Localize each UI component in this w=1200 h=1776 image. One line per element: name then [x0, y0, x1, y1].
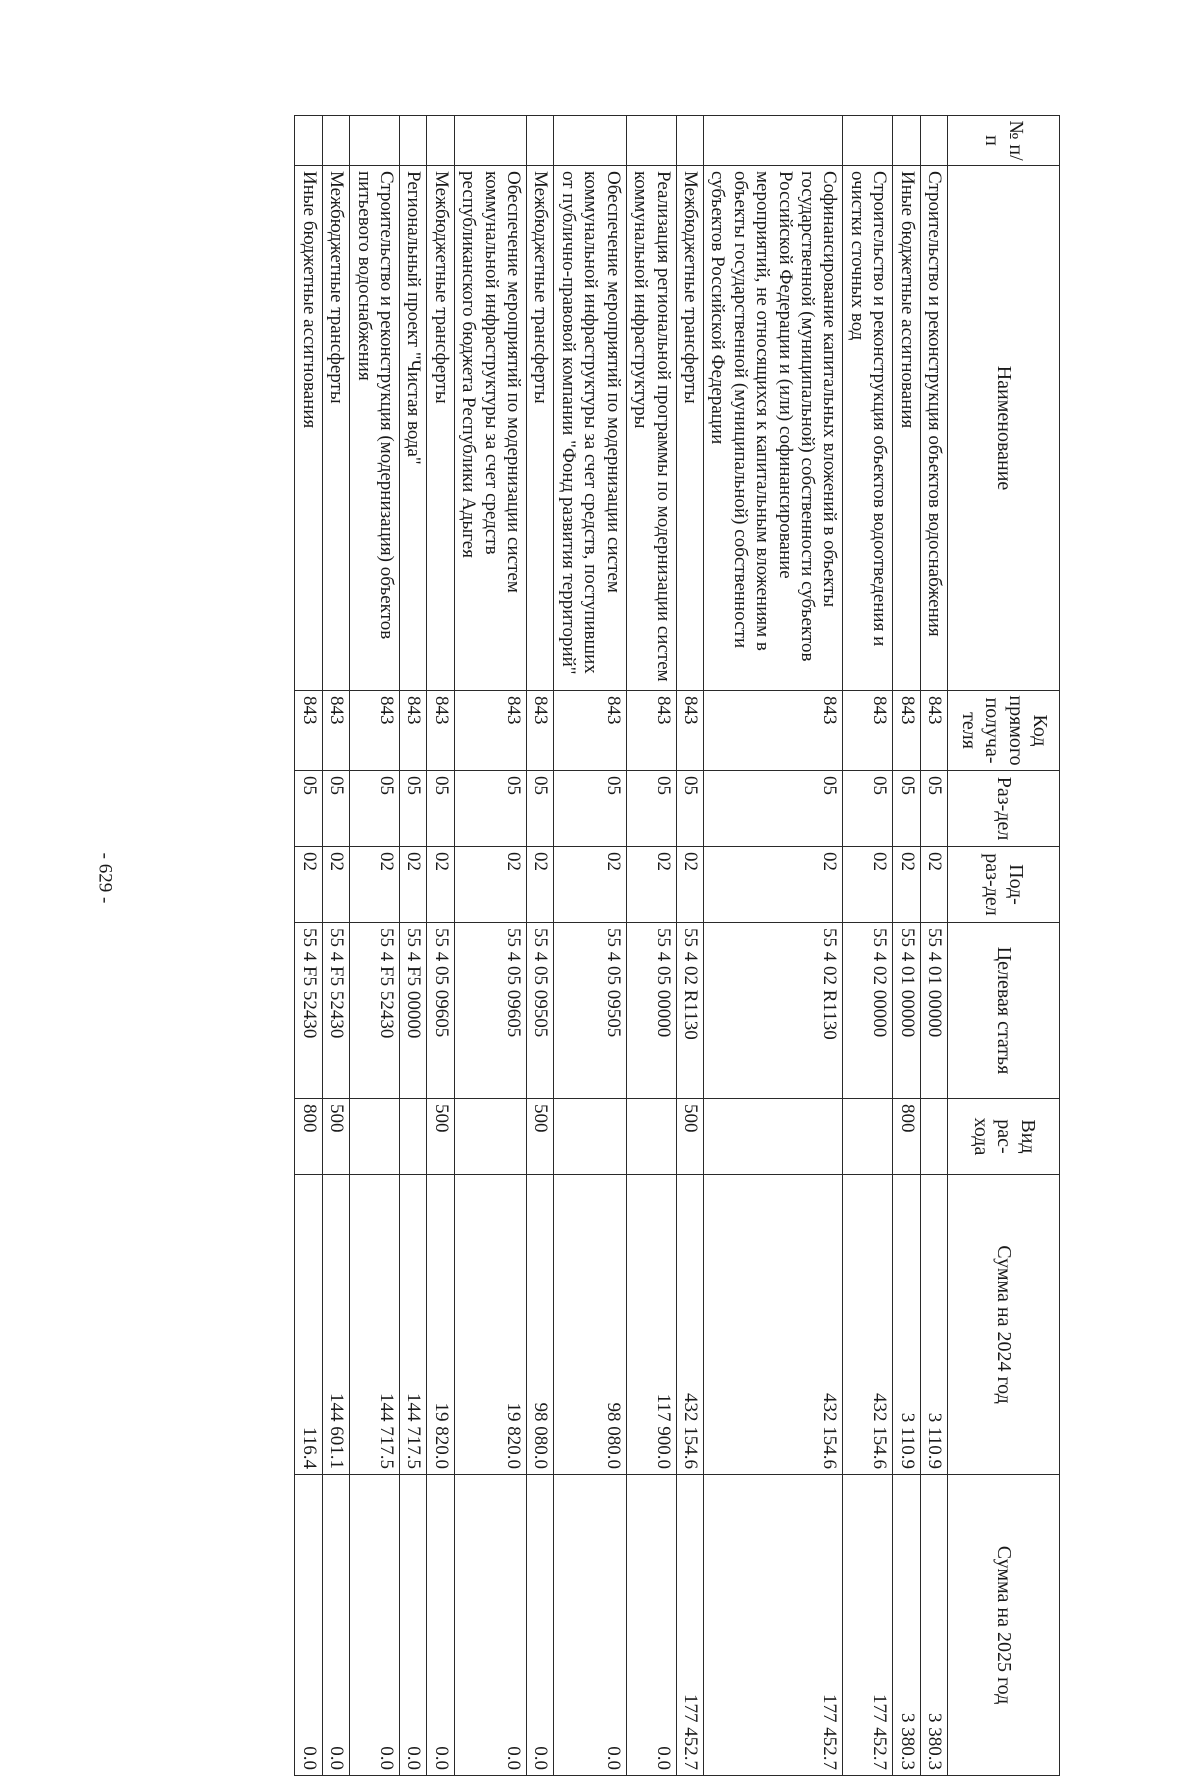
cell-code: 843 [554, 691, 626, 771]
col-header-sum-2025: Сумма на 2025 год [948, 1475, 1060, 1776]
cell-sum-2024: 144 717.5 [400, 1175, 427, 1475]
table-row [322, 116, 349, 1776]
cell-sum-2025: 177 452.7 [676, 1475, 703, 1776]
cell-no [626, 116, 676, 166]
table-row [400, 116, 427, 1776]
cell-name: Межбюджетные трансферты [527, 166, 554, 691]
cell-no [676, 116, 703, 166]
cell-sum-2025: 0.0 [626, 1475, 676, 1776]
cell-name: Региональный проект "Чистая вода" [400, 166, 427, 691]
cell-name: Софинансирование капитальных вложений в объекты государственной (муниципальной) собственности субъектов Российской Федерации и (или) софинансирование мероприятий, не относящихся к капитальным вложениям в объекты государственной (муниципальной) собственности субъектов Российской Федерации [703, 166, 842, 691]
cell-code: 843 [703, 691, 842, 771]
cell-no [400, 116, 427, 166]
cell-section: 05 [527, 771, 554, 847]
budget-table-sheet [130, 115, 1060, 1775]
cell-target: 55 4 02 00000 [843, 923, 893, 1099]
col-header-section: Раз-дел [948, 771, 1060, 847]
cell-subsection: 02 [893, 847, 920, 923]
cell-name: Строительство и реконструкция (модернизация) объектов питьевого водоснабжения [350, 166, 400, 691]
cell-expense-type [703, 1099, 842, 1175]
cell-sum-2024: 19 820.0 [454, 1175, 526, 1475]
cell-code: 843 [626, 691, 676, 771]
cell-name: Межбюджетные трансферты [676, 166, 703, 691]
table-row [703, 116, 842, 1776]
cell-subsection: 02 [843, 847, 893, 923]
cell-target: 55 4 05 09605 [454, 923, 526, 1099]
col-header-code: Код прямого получа-теля [948, 691, 1060, 771]
cell-target: 55 4 05 09605 [427, 923, 454, 1099]
cell-no [893, 116, 920, 166]
table-row [676, 116, 703, 1776]
cell-section: 05 [322, 771, 349, 847]
cell-code: 843 [322, 691, 349, 771]
cell-sum-2024: 432 154.6 [703, 1175, 842, 1475]
cell-subsection: 02 [676, 847, 703, 923]
cell-target: 55 4 01 00000 [920, 923, 947, 1099]
cell-name: Иные бюджетные ассигнования [295, 166, 322, 691]
cell-no [454, 116, 526, 166]
cell-no [427, 116, 454, 166]
col-header-sum-2024: Сумма на 2024 год [948, 1175, 1060, 1475]
cell-expense-type: 500 [427, 1099, 454, 1175]
cell-subsection: 02 [527, 847, 554, 923]
cell-sum-2024: 144 717.5 [350, 1175, 400, 1475]
cell-section: 05 [843, 771, 893, 847]
cell-sum-2024: 116.4 [295, 1175, 322, 1475]
cell-section: 05 [427, 771, 454, 847]
cell-no [920, 116, 947, 166]
cell-target: 55 4 F5 52430 [322, 923, 349, 1099]
cell-target: 55 4 05 09505 [527, 923, 554, 1099]
cell-sum-2025: 3 380.3 [920, 1475, 947, 1776]
cell-section: 05 [920, 771, 947, 847]
table-row [920, 116, 947, 1776]
cell-target: 55 4 F5 00000 [400, 923, 427, 1099]
cell-sum-2025: 0.0 [427, 1475, 454, 1776]
cell-sum-2025: 3 380.3 [893, 1475, 920, 1776]
cell-expense-type [920, 1099, 947, 1175]
cell-sum-2024: 432 154.6 [843, 1175, 893, 1475]
cell-subsection: 02 [295, 847, 322, 923]
cell-sum-2024: 98 080.0 [527, 1175, 554, 1475]
cell-code: 843 [295, 691, 322, 771]
cell-target: 55 4 05 09505 [554, 923, 626, 1099]
cell-no [295, 116, 322, 166]
cell-expense-type [400, 1099, 427, 1175]
cell-section: 05 [626, 771, 676, 847]
table-row [893, 116, 920, 1776]
cell-subsection: 02 [703, 847, 842, 923]
table-row [427, 116, 454, 1776]
cell-sum-2025: 0.0 [554, 1475, 626, 1776]
table-row [350, 116, 400, 1776]
cell-sum-2025: 0.0 [527, 1475, 554, 1776]
cell-name: Строительство и реконструкция объектов водоотведения и очистки сточных вод [843, 166, 893, 691]
cell-no [554, 116, 626, 166]
cell-section: 05 [350, 771, 400, 847]
cell-sum-2025: 0.0 [400, 1475, 427, 1776]
cell-sum-2024: 432 154.6 [676, 1175, 703, 1475]
cell-expense-type: 500 [322, 1099, 349, 1175]
col-header-no: № п/п [948, 116, 1060, 166]
table-row [626, 116, 676, 1776]
cell-code: 843 [527, 691, 554, 771]
cell-expense-type [350, 1099, 400, 1175]
cell-expense-type: 500 [527, 1099, 554, 1175]
cell-no [527, 116, 554, 166]
cell-subsection: 02 [626, 847, 676, 923]
cell-expense-type: 800 [893, 1099, 920, 1175]
cell-target: 55 4 02 R1130 [703, 923, 842, 1099]
cell-name: Реализация региональной программы по модернизации систем коммунальной инфраструктуры [626, 166, 676, 691]
cell-subsection: 02 [400, 847, 427, 923]
cell-target: 55 4 05 00000 [626, 923, 676, 1099]
cell-sum-2025: 0.0 [454, 1475, 526, 1776]
cell-expense-type [843, 1099, 893, 1175]
cell-subsection: 02 [427, 847, 454, 923]
cell-subsection: 02 [350, 847, 400, 923]
table-row [843, 116, 893, 1776]
cell-sum-2025: 0.0 [295, 1475, 322, 1776]
cell-sum-2024: 144 601.1 [322, 1175, 349, 1475]
col-header-name: Наименование [948, 166, 1060, 691]
cell-sum-2025: 177 452.7 [703, 1475, 842, 1776]
cell-code: 843 [427, 691, 454, 771]
cell-name: Обеспечение мероприятий по модернизации систем коммунальной инфраструктуры за счет средств республиканского бюджета Республики Адыгея [454, 166, 526, 691]
cell-expense-type: 800 [295, 1099, 322, 1175]
cell-target: 55 4 01 00000 [893, 923, 920, 1099]
table-row [554, 116, 626, 1776]
cell-name: Межбюджетные трансферты [427, 166, 454, 691]
cell-section: 05 [893, 771, 920, 847]
table-row [527, 116, 554, 1776]
cell-name: Обеспечение мероприятий по модернизации систем коммунальной инфраструктуры за счет средств, поступивших от публично-правовой компании "Фонд развития территорий" [554, 166, 626, 691]
cell-section: 05 [703, 771, 842, 847]
table-header-row [948, 116, 1060, 1776]
cell-section: 05 [454, 771, 526, 847]
col-header-subsection: Под-раз-дел [948, 847, 1060, 923]
cell-name: Иные бюджетные ассигнования [893, 166, 920, 691]
cell-code: 843 [843, 691, 893, 771]
cell-code: 843 [920, 691, 947, 771]
cell-sum-2025: 0.0 [350, 1475, 400, 1776]
cell-expense-type [554, 1099, 626, 1175]
cell-sum-2024: 3 110.9 [920, 1175, 947, 1475]
cell-name: Межбюджетные трансферты [322, 166, 349, 691]
cell-section: 05 [400, 771, 427, 847]
cell-subsection: 02 [920, 847, 947, 923]
table-row [295, 116, 322, 1776]
cell-name: Строительство и реконструкция объектов водоснабжения [920, 166, 947, 691]
table-row [454, 116, 526, 1776]
col-header-target: Целевая статья [948, 923, 1060, 1099]
cell-subsection: 02 [554, 847, 626, 923]
cell-no [322, 116, 349, 166]
cell-code: 843 [676, 691, 703, 771]
page-number: - 629 - [94, 852, 115, 904]
cell-sum-2025: 177 452.7 [843, 1475, 893, 1776]
cell-expense-type [454, 1099, 526, 1175]
cell-sum-2025: 0.0 [322, 1475, 349, 1776]
col-header-expense-type: Вид рас-хода [948, 1099, 1060, 1175]
cell-target: 55 4 F5 52430 [295, 923, 322, 1099]
cell-target: 55 4 F5 52430 [350, 923, 400, 1099]
cell-no [350, 116, 400, 166]
cell-sum-2024: 19 820.0 [427, 1175, 454, 1475]
budget-table [294, 115, 1060, 1776]
cell-section: 05 [676, 771, 703, 847]
cell-sum-2024: 3 110.9 [893, 1175, 920, 1475]
cell-code: 843 [454, 691, 526, 771]
cell-no [703, 116, 842, 166]
cell-section: 05 [554, 771, 626, 847]
cell-sum-2024: 98 080.0 [554, 1175, 626, 1475]
cell-code: 843 [893, 691, 920, 771]
cell-target: 55 4 02 R1130 [676, 923, 703, 1099]
cell-code: 843 [350, 691, 400, 771]
cell-expense-type [626, 1099, 676, 1175]
cell-subsection: 02 [322, 847, 349, 923]
cell-code: 843 [400, 691, 427, 771]
cell-sum-2024: 117 900.0 [626, 1175, 676, 1475]
cell-subsection: 02 [454, 847, 526, 923]
cell-expense-type: 500 [676, 1099, 703, 1175]
cell-section: 05 [295, 771, 322, 847]
cell-no [843, 116, 893, 166]
